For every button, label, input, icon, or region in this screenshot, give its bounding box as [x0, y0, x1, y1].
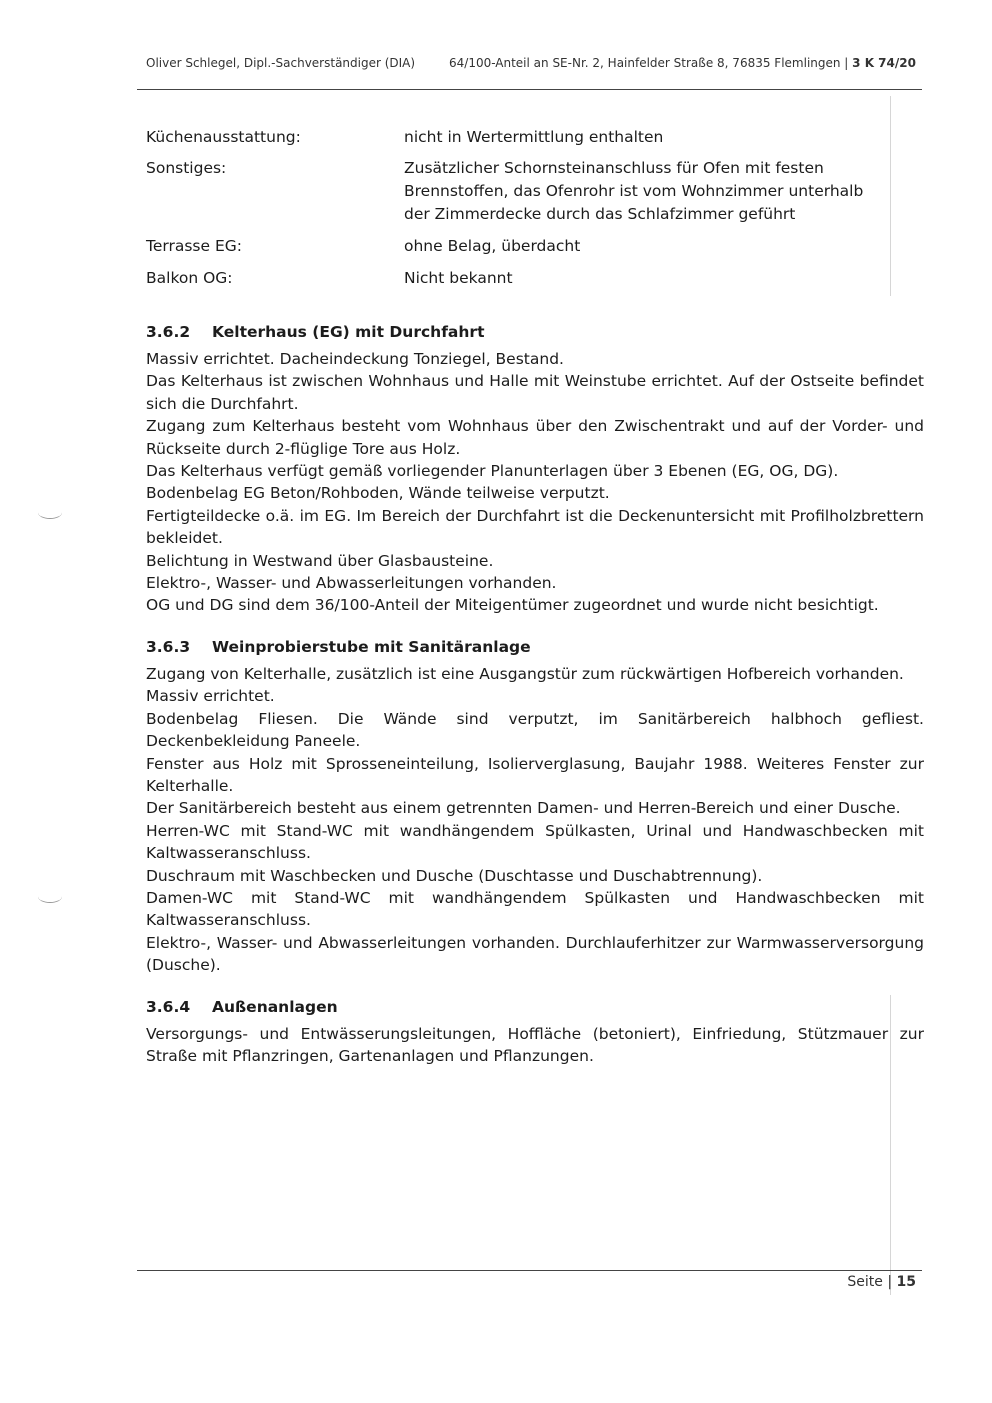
section-title: Kelterhaus (EG) mit Durchfahrt	[212, 323, 485, 341]
punch-mark	[38, 890, 62, 903]
section-weinprobierstube	[146, 635, 924, 977]
paragraph: Massiv errichtet.	[146, 687, 275, 706]
paragraph: Das Kelterhaus ist zwischen Wohnhaus und Halle mit Weinstube errichtet. Auf der Ostseite befindet sich die Durchfahrt.	[146, 372, 924, 413]
paragraph: Zugang zum Kelterhaus besteht vom Wohnhaus über den Zwischentrakt und auf der Vorder- und Rückseite durch 2-flüglige Tore aus Holz.	[146, 417, 924, 458]
paragraph: Fenster aus Holz mit Sprosseneinteilung, Isolierverglasung, Baujahr 1988. Weiteres Fenster zur Kelterhalle.	[146, 754, 924, 795]
paragraph: Bodenbelag Fliesen. Die Wände sind verputzt, im Sanitärbereich halbhoch gefliest. Deckenbekleidung Paneele.	[146, 709, 924, 751]
paragraph: Belichtung in Westwand über Glasbausteine.	[146, 551, 494, 570]
paragraph: Fertigteildecke o.ä. im EG. Im Bereich der Durchfahrt ist die Deckenuntersicht mit Profilholzbrettern bekleidet.	[146, 506, 924, 548]
footer-rule	[137, 1270, 922, 1271]
paragraph: OG und DG sind dem 36/100-Anteil der Miteigentümer zugeordnet und wurde nicht besichtigt.	[146, 596, 879, 615]
header-author: Oliver Schlegel, Dipl.-Sachverständiger (DIA)	[146, 56, 416, 70]
header-rule	[137, 89, 922, 90]
detail-value: Nicht bekannt	[404, 269, 513, 287]
detail-label: Küchenausstattung:	[146, 128, 301, 146]
section-aussenanlagen	[146, 995, 924, 1068]
section-title: Außenanlagen	[212, 997, 338, 1016]
section-heading	[146, 635, 924, 659]
section-number: 3.6.3	[146, 637, 191, 656]
section-heading	[146, 320, 924, 344]
paragraph: Zugang von Kelterhalle, zusätzlich ist eine Ausgangstür zum rückwärtigen Hofbereich vorhanden.	[146, 664, 904, 683]
paragraph: Bodenbelag EG Beton/Rohboden, Wände teilweise verputzt.	[146, 484, 610, 503]
detail-label: Sonstiges:	[146, 159, 227, 177]
page-footer	[700, 1274, 916, 1290]
paragraph: Versorgungs- und Entwässerungsleitungen, Hoffläche (betoniert), Einfriedung, Stützmauer zur Straße mit Pflanzringen, Gartenanlagen und Pflanzungen.	[146, 1024, 924, 1065]
section-kelterhaus	[146, 320, 924, 617]
header-case-number: 3 K 74/20	[852, 56, 916, 70]
punch-mark	[38, 506, 62, 519]
detail-value: ohne Belag, überdacht	[404, 237, 581, 255]
paragraph: Duschraum mit Waschbecken und Dusche (Duschtasse und Duschabtrennung).	[146, 866, 763, 885]
page-label: Seite |	[847, 1274, 893, 1290]
section-number: 3.6.2	[146, 323, 191, 341]
paragraph: Damen-WC mit Stand-WC mit wandhängendem Spülkasten und Handwaschbecken mit Kaltwasseranschluss.	[146, 888, 924, 930]
header-reference	[449, 56, 916, 70]
paragraph: Der Sanitärbereich besteht aus einem getrennten Damen- und Herren-Bereich und einer Dusche.	[146, 799, 901, 818]
paragraph: Das Kelterhaus verfügt gemäß vorliegender Planunterlagen über 3 Ebenen (EG, OG, DG).	[146, 462, 839, 481]
detail-value: nicht in Wertermittlung enthalten	[404, 128, 664, 146]
header-property: 64/100-Anteil an SE-Nr. 2, Hainfelder Straße 8, 76835 Flemlingen |	[449, 56, 849, 70]
detail-value: Zusätzlicher Schornsteinanschluss für Ofen mit festen Brennstoffen, das Ofenrohr ist vom Wohnzimmer unterhalb der Zimmerdecke durch das Schlafzimmer geführt	[404, 159, 864, 223]
section-title: Weinprobierstube mit Sanitäranlage	[212, 637, 531, 656]
paragraph: Massiv errichtet. Dacheindeckung Tonziegel, Bestand.	[146, 350, 564, 368]
section-number: 3.6.4	[146, 997, 191, 1016]
document-body	[146, 320, 924, 1085]
paragraph: Elektro-, Wasser- und Abwasserleitungen vorhanden. Durchlauferhitzer zur Warmwasserversorgung (Dusche).	[146, 933, 924, 975]
section-heading	[146, 995, 924, 1019]
paragraph: Elektro-, Wasser- und Abwasserleitungen vorhanden.	[146, 574, 557, 593]
detail-label: Balkon OG:	[146, 269, 233, 287]
page-number: 15	[896, 1274, 916, 1290]
paragraph: Herren-WC mit Stand-WC mit wandhängendem Spülkasten, Urinal und Handwaschbecken mit Kaltwasseranschluss.	[146, 821, 924, 863]
detail-label: Terrasse EG:	[146, 237, 242, 255]
